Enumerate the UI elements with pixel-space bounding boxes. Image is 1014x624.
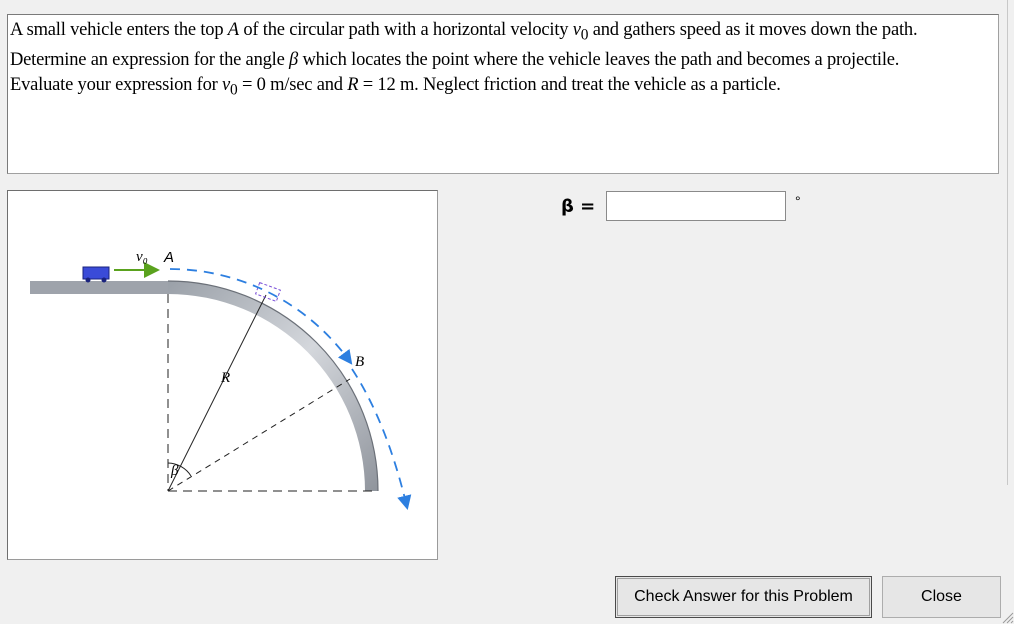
circular-path-diagram bbox=[8, 191, 438, 560]
radius-to-B-line bbox=[168, 379, 350, 491]
close-button[interactable]: Close bbox=[882, 576, 1001, 618]
label-R: R bbox=[221, 370, 231, 386]
problem-line-2: Determine an expression for the angle β which locates the point where the vehicle leaves the path and becomes a projectile. bbox=[10, 50, 900, 71]
problem-statement bbox=[7, 14, 999, 174]
label-beta: β bbox=[171, 463, 179, 479]
beta-answer-input[interactable] bbox=[606, 191, 786, 221]
label-B: B bbox=[355, 354, 365, 370]
vehicle-wheel-rear bbox=[86, 278, 91, 283]
resize-grip-icon[interactable] bbox=[1000, 610, 1014, 624]
problem-figure bbox=[7, 190, 438, 560]
track-horizontal bbox=[30, 281, 168, 294]
check-answer-button[interactable]: Check Answer for this Problem bbox=[615, 576, 872, 618]
vehicle-ghost bbox=[256, 283, 281, 302]
label-v0: v₀ bbox=[136, 249, 148, 265]
window-edge bbox=[1007, 0, 1008, 485]
vehicle-wheel-front bbox=[102, 278, 107, 283]
vehicle bbox=[83, 267, 109, 279]
radius-R-line bbox=[168, 295, 266, 491]
label-A: A bbox=[164, 249, 175, 266]
problem-line-1: A small vehicle enters the top A of the circular path with a horizontal velocity $v_0$ and gathers speed as it moves down the path. bbox=[10, 20, 918, 44]
problem-line-3: Evaluate your expression for $v_0 = 0$ m/sec and R = 12 m. Neglect friction and treat the vehicle as a particle. bbox=[10, 74, 781, 99]
beta-label: β = bbox=[561, 196, 596, 217]
degree-unit: ° bbox=[795, 193, 801, 209]
track-arc bbox=[168, 281, 378, 491]
